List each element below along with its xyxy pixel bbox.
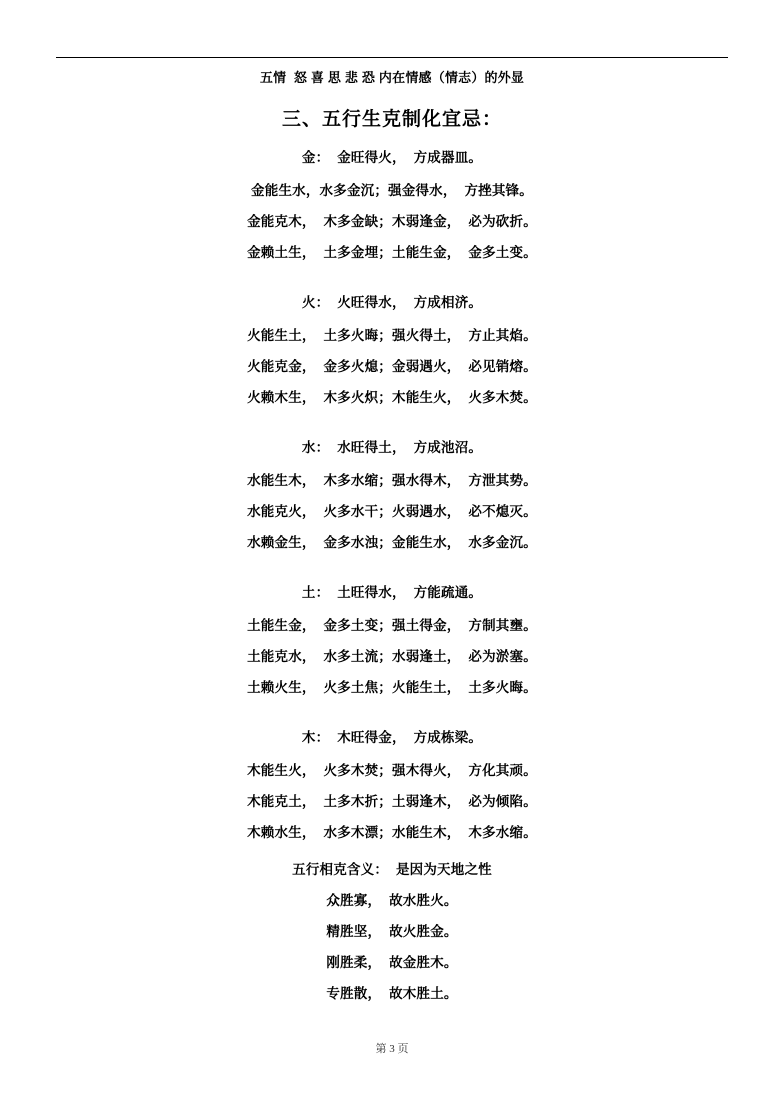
section-title-metal: 金： 金旺得火， 方成器皿。	[301, 150, 483, 165]
section-line-fire-2: 火能克金， 金多火熄；金弱遇火， 必见销熔。	[247, 359, 537, 374]
document-body	[56, 62, 728, 1009]
page-content	[56, 0, 728, 1099]
section-line-fire-1: 火能生土， 土多火晦；强火得土， 方止其焰。	[247, 328, 537, 343]
section-line-earth-2: 土能克水， 水多土流；水弱逢土， 必为淤塞。	[247, 649, 537, 664]
section-line-metal-3: 金赖土生， 土多金埋；土能生金， 金多土变。	[247, 245, 537, 260]
section-line-water-3: 水赖金生， 金多水浊；金能生水， 水多金沉。	[247, 535, 537, 550]
section-line-earth-1: 土能生金， 金多土变；强土得金， 方制其壅。	[247, 618, 537, 633]
page-title: 三、五行生克制化宜忌：	[281, 109, 502, 130]
section-spacer	[56, 558, 728, 576]
section-line-wood-1: 木能生火， 火多木焚；强木得火， 方化其顽。	[247, 763, 537, 778]
header-line: 五情 怒 喜 思 悲 恐 内在情感（情志）的外显	[259, 70, 525, 85]
section-title-fire: 火： 火旺得水， 方成相济。	[301, 295, 483, 310]
section-line-water-1: 水能生木， 木多水缩；强水得木， 方泄其势。	[247, 473, 537, 488]
section-line-metal-1: 金能生水，水多金沉；强金得水， 方挫其锋。	[251, 183, 533, 198]
header-divider	[56, 57, 728, 58]
section-line-metal-2: 金能克木， 木多金缺；木弱逢金， 必为砍折。	[247, 214, 537, 229]
section-title-earth: 土： 土旺得水， 方能疏通。	[301, 585, 483, 600]
conclusion-line-1: 众胜寡， 故水胜火。	[326, 893, 458, 908]
conclusion-title: 五行相克含义： 是因为天地之性	[292, 862, 492, 877]
section-spacer	[56, 413, 728, 431]
section-line-earth-3: 土赖火生， 火多土焦；火能生土， 土多火晦。	[247, 680, 537, 695]
section-line-fire-3: 火赖木生， 木多火炽；木能生火， 火多木焚。	[247, 390, 537, 405]
section-spacer	[56, 703, 728, 721]
section-line-water-2: 水能克火， 火多水干；火弱遇水， 必不熄灭。	[247, 504, 537, 519]
conclusion-line-3: 刚胜柔， 故金胜木。	[326, 955, 458, 970]
section-spacer	[56, 268, 728, 286]
conclusion-line-4: 专胜散， 故木胜土。	[326, 986, 458, 1001]
section-line-wood-3: 木赖水生， 水多木漂；水能生木， 木多水缩。	[247, 825, 537, 840]
section-line-wood-2: 木能克土， 土多木折；土弱逢木， 必为倾陷。	[247, 794, 537, 809]
page-footer: 第 3 页	[375, 1043, 409, 1055]
section-title-wood: 木： 木旺得金， 方成栋梁。	[301, 730, 483, 745]
section-title-water: 水： 水旺得土， 方成池沼。	[301, 440, 483, 455]
conclusion-line-2: 精胜坚， 故火胜金。	[326, 924, 458, 939]
